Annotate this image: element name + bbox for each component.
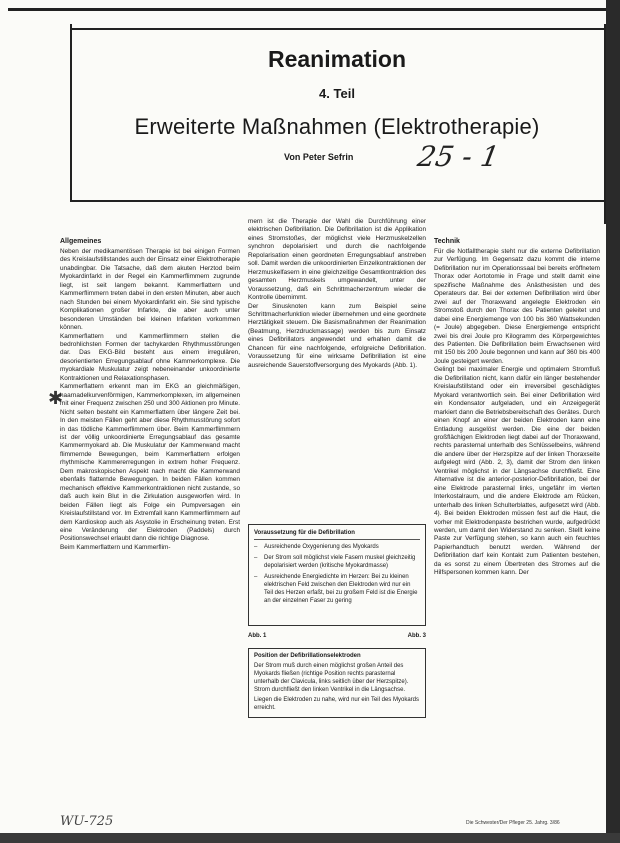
info-box-item bbox=[254, 554, 420, 570]
header-box-top-rule bbox=[70, 28, 604, 30]
paragraph: Kammerflattern und Kammerflimmern stellen die bedrohlichsten Formen der tachykarden Rhythmusstörungen dar. Das EKG-Bild besteht aus einem irregulären, desorientierten Erregungsablauf ohne Kammerkomplexe. Die myokardiale Muskulatur zeigt nebeneinander unkoordinierte Kontraktionen und Relaxationsphasen. bbox=[60, 332, 240, 382]
section-heading-allgemeines: Allgemeines bbox=[60, 238, 102, 245]
header-box-right-rule bbox=[604, 24, 606, 224]
info-box-item bbox=[254, 573, 420, 605]
top-rule bbox=[8, 8, 606, 11]
figure-caption-text: Der Strom muß durch einen möglichst großen Anteil des Myokards fließen (richtige Position rechts parasternal unterhalb der Clavicula, links seitlich über der Herzspitze). Strom durchfließt den linken Ventrikel in die Längsachse. bbox=[254, 663, 409, 693]
paragraph: Für die Notfalltherapie steht nur die externe Defibrillation zur Verfügung. Im Gegensatz dazu kommt die interne Defibrillation nur im Operationssaal bei bereits eröffnetem Thorax oder Aortotomie in Frage und stellt damit eine spezifische Maßnahme des Anästhesisten und des Operateurs dar. Bei der externen Defibrillation wird über zwei auf der Thoraxwand angelegte Elektroden ein Stromstoß durch den Thorax des Patienten geleitet und dabei eine Energiemenge von 100 bis 360 Wattsekunden (= Joule) abgegeben. Diese Energiemenge entspricht zwei bis drei Joule pro Kilogramm des Körpergewichtes des Patienten. Die Defibrillation beim Erwachsenen wird mit 150 bis 200 Joule begonnen und kann auf 360 bis 400 Joule gesteigert werden. bbox=[434, 248, 600, 365]
figure-label: Abb. 1 bbox=[248, 633, 267, 639]
paragraph: mern ist die Therapie der Wahl die Durchführung einer elektrischen Defibrillation. Die Defibrillation ist die Applikation eines Stromstoßes, der möglichst viele Herzmuskelzellen synchron depolarisiert und durch die nachfolgende Repolarisation einen geordneten Erregungsablauf anstreben soll. Damit werden die unkoordinierten Einzelkontraktionen der Herzmuskelfasern in eine gleichzeitige Gesamtkontraktion des gesamten Herzmuskels umgewandelt, unter der Voraussetzung, daß ein Schrittmacherzentrum wieder die Kontrolle übernimmt. bbox=[248, 218, 426, 302]
article-author: Von Peter Sefrin bbox=[284, 152, 354, 162]
figure-caption bbox=[248, 648, 426, 718]
figure-caption-text: Liegen die Elektroden zu nahe, wird nur ein Teil des Myokards erreicht. bbox=[254, 697, 419, 711]
info-box-item bbox=[254, 543, 420, 551]
info-box-item-text: Der Strom soll möglichst viele Fasern muskel gleichzeitig depolarisiert werden (kritische Myokardmasse) bbox=[264, 555, 416, 569]
column-3 bbox=[434, 248, 600, 578]
paragraph: Kammerflattern erkennt man im EKG an gleichmäßigen, haarnadelkurvenförmigen, Kammerkomplexen, im allgemeinen mit einer Frequenz zwischen 250 und 300 Aktionen pro Minute. Nicht selten besteht ein Kammerflattern über längere Zeit bei. In den meisten Fällen geht aber diese Rhythmusstörung sofort in das tödliche Kammerflimmern über. Beim Kammerflimmern ist der völlig unkoordinierte Erregungsablauf das gesamte Kammermyokard ab. Die Muskulatur der Kammerwand macht flimmernde Bewegungen, beim Kammerflattern erfolgen rhythmische Kammererregungen in extrem hoher Frequenz. Dem makroskopischen Aspekt nach macht die Kammerwand ebenfalls flatternde Bewegungen. In beiden Fällen kommen mechanisch effektive Kammerkontraktionen nicht zustande, so daß auch kein Blut in die Zirkulation ausgeworfen wird. In beiden Fällen liegt als Folge ein Pumpversagen ein Kreislaufstillstand vor. Im Extremfall kann Kammerflimmern auf dem Kardioskop auch als Asystolie in Erscheinung treten. Erst eine Veränderung der Elektroden (Paddels) durch Positionswechsel erlaubt dann die richtige Diagnose. bbox=[60, 383, 240, 543]
figure-caption-title: Position der Defibrillationselektroden bbox=[254, 653, 361, 659]
paragraph: Der Sinusknoten kann zum Beispiel seine Schrittmacherfunktion wieder übernehmen und eine geordnete Herztätigkeit steuern. Die Basismaßnahmen der Reanimation (Beatmung, Herzdruckmassage) werden bis zum Einsatz eines Defibrillators angewendet und erhalten damit die Chancen für eine nachfolgende, erfolgreiche Defibrillation. Voraussetzung für eine wirksame Defibrillation ist eine ausreichende Sauerstoffversorgung des Myokards (Abb. 1). bbox=[248, 302, 426, 369]
handwritten-reference: WU-725 bbox=[60, 814, 114, 829]
article-title: Reanimation bbox=[267, 46, 407, 72]
info-box-defibrillation bbox=[248, 524, 426, 626]
page-bottom-shadow bbox=[0, 833, 620, 843]
article-subtitle: Erweiterte Maßnahmen (Elektrotherapie) bbox=[134, 114, 540, 139]
page-footer: Die Schwester/Der Pfleger 25. Jahrg. 3/86 bbox=[466, 820, 560, 826]
column-2 bbox=[248, 218, 426, 370]
handwritten-number: 25 - 1 bbox=[415, 140, 502, 173]
paragraph: Beim Kammerflattern und Kammerflim- bbox=[60, 543, 171, 551]
article-part: 4. Teil bbox=[319, 86, 355, 101]
column-1 bbox=[60, 248, 240, 552]
pen-mark-icon: ✱ bbox=[48, 388, 64, 408]
figure-label-2: Abb. 3 bbox=[407, 633, 426, 639]
section-heading-technik: Technik bbox=[434, 238, 460, 245]
info-box-item-text: Ausreichende Energiedichte im Herzen: Bei zu kleinen elektrischen Feld zwischen den Elektroden wird nur ein Teil des Herzen erfaßt, bei zu großem Feld ist die Energie an der einzelnen Faser zu gering bbox=[264, 574, 418, 604]
figure-caption-block bbox=[248, 632, 426, 718]
header-box-bottom-rule bbox=[70, 200, 604, 202]
dash-bullet: – bbox=[254, 555, 258, 561]
dash-bullet: – bbox=[254, 544, 258, 550]
paragraph: Gelingt bei maximaler Energie und optimalem Stromfluß die Defibrillation nicht, kann dafür ein länger bestehender Kreislaufstillstand oder ein irreversibel geschädigtes Myokard verantwortlich sein. Bei einer Defibrillation wird ein Kondensator aufgeladen, und ein Anzeigegerät markiert dann die Betriebsbereitschaft des Gerätes. Durch einen Knopf an einer der beiden Elektroden kann eine Entladung ausgelöst werden. Die eine der beiden großflächigen Elektroden liegt dabei auf der Thoraxwand, rechts parasternal unterhalb des Schlüsselbeins, während die andere über der Herzspitze auf der linken Thoraxseite aufgelegt wird (Abb. 2, 3), damit der Strom den linken Ventrikel möglichst in der Längsachse durchfließt. Eine Alternative ist die anterior-posterior-Defibrillation, bei der eine Elektrode parasternal links, ungefähr im vierten Interkostalraum, und die andere Elektrode am Rücken, unterhalb des linken Schulterblattes, aufgesetzt wird (Abb. 4). Bei beiden Elektroden müssen fest auf die Haut, die vorher mit Elektrodenpaste bestrichen wurde, aufgedrückt werden, um damit den Widerstand zu senken. Stellt keine Paste zur Verfügung stehen, so kann auch ein feuchtes Papierhandtuch benutzt werden. Während der Defibrillation darf kein Kontakt zum Patienten bestehen, da es sonst zu einem Übertreten des Stromes auf die Hilfspersonen kommen kann. Der bbox=[434, 366, 600, 577]
info-box-item-text: Ausreichende Oxygenierung des Myokards bbox=[264, 544, 379, 550]
dash-bullet: – bbox=[254, 574, 258, 580]
paragraph: Neben der medikamentösen Therapie ist bei einigen Formen des Kreislaufstillstandes auch der Einsatz einer Elektrotherapie unabdingbar. Die Tatsache, daß dem akuten Herztod beim Myokardinfarkt in der Regel ein Kammerflimmern zugrunde liegt, ist seit langem bekannt. Kammerflattern und Kammerflimmern treten dabei in den ersten Minuten, aber auch nach Stunden bei einem Myokardinfarkt ein. Sie sind typische Komplikationen großer Infarkte, die aber auch unter besonderen Umständen bei kleinen Infarkten vorkommen können. bbox=[60, 248, 240, 332]
info-box-title: Voraussetzung für die Defibrillation bbox=[254, 529, 420, 540]
page-edge-shadow bbox=[606, 0, 620, 843]
